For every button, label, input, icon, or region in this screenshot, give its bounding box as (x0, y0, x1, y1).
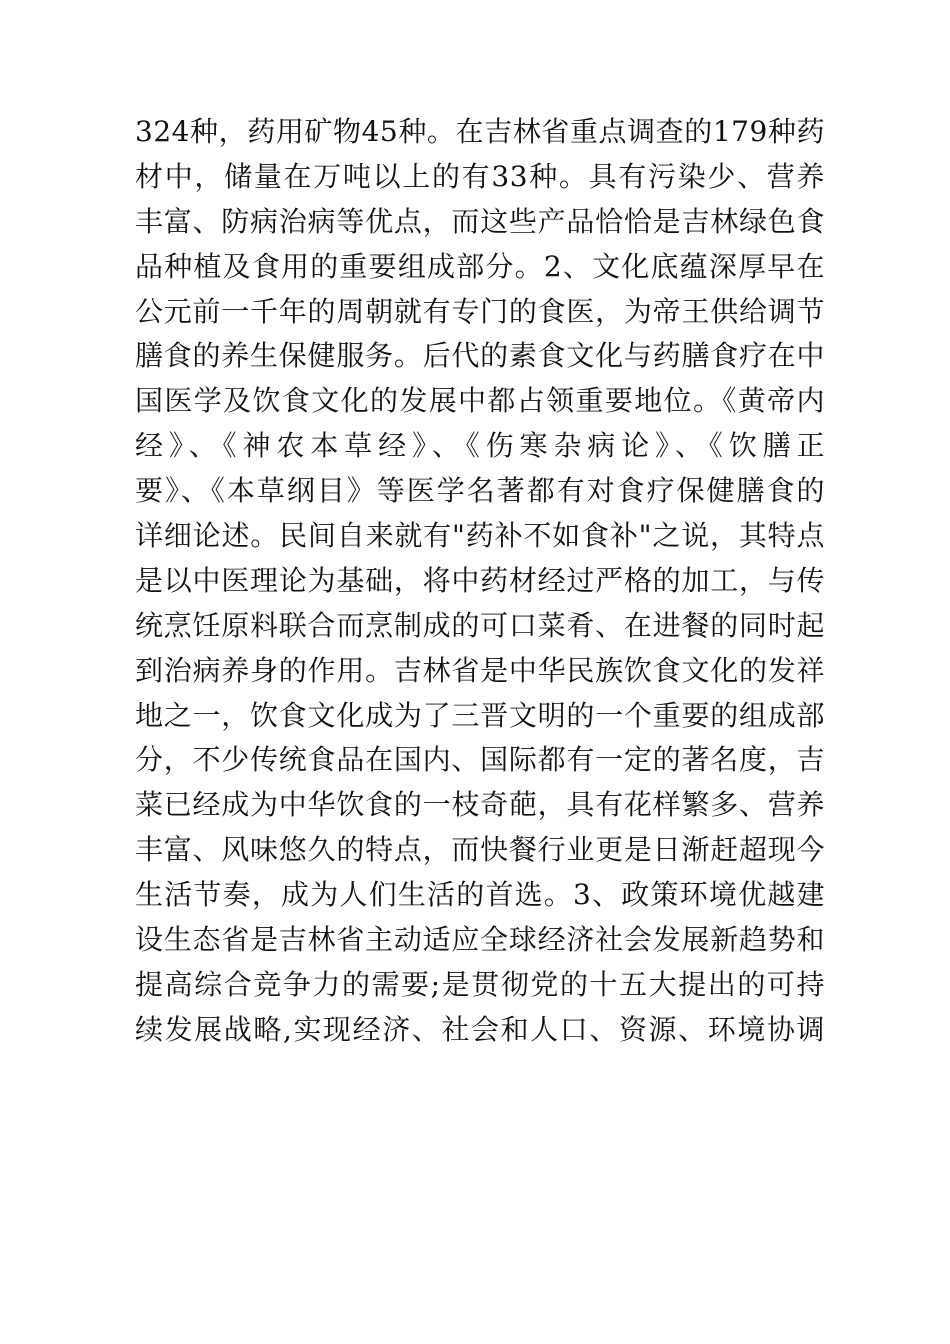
text-line: 丰富、防病治病等优点，而这些产品恰恰是吉林绿色食 (135, 204, 825, 238)
text-line: 统烹饪原料联合而烹制成的可口菜肴、在进餐的同时起 (135, 608, 825, 642)
text-line: 国医学及饮食文化的发展中都占领重要地位。《黄帝内 (135, 384, 825, 418)
text-line: 是以中医理论为基础，将中药材经过严格的加工，与传 (135, 563, 825, 597)
text-line: 菜已经成为中华饮食的一枝奇葩，具有花样繁多、营养 (135, 788, 825, 822)
text-line: 设生态省是吉林省主动适应全球经济社会发展新趋势和 (135, 923, 825, 957)
text-line: 经》、《神农本草经》、《伤寒杂病论》、《饮膳正 (135, 429, 825, 463)
text-line: 要》、《本草纲目》等医学名著都有对食疗保健膳食的 (135, 474, 825, 508)
text-line: 生活节奏，成为人们生活的首选。3、政策环境优越建 (135, 878, 825, 912)
text-line: 膳食的养生保健服务。后代的素食文化与药膳食疗在中 (135, 339, 825, 373)
text-line: 提高综合竞争力的需要;是贯彻党的十五大提出的可持 (135, 967, 825, 1001)
text-line: 324种，药用矿物45种。在吉林省重点调查的179种药 (135, 115, 825, 148)
text-line: 详细论述。民间自来就有"药补不如食补"之说，其特点 (135, 519, 825, 553)
text-line: 地之一，饮食文化成为了三晋文明的一个重要的组成部 (135, 698, 825, 732)
text-line: 材中，储量在万吨以上的有33种。具有污染少、营养 (135, 159, 825, 193)
text-line: 分，不少传统食品在国内、国际都有一定的著名度，吉 (135, 743, 825, 777)
text-line: 到治病养身的作用。吉林省是中华民族饮食文化的发祥 (135, 653, 825, 687)
text-line: 续发展战略,实现经济、社会和人口、资源、环境协调 (135, 1012, 825, 1046)
body-paragraph (135, 110, 825, 1053)
text-line: 品种植及食用的重要组成部分。2、文化底蕴深厚早在 (135, 249, 825, 283)
text-line: 丰富、风味悠久的特点，而快餐行业更是日渐赶超现今 (135, 833, 825, 867)
text-line: 公元前一千年的周朝就有专门的食医，为帝王供给调节 (135, 294, 825, 328)
